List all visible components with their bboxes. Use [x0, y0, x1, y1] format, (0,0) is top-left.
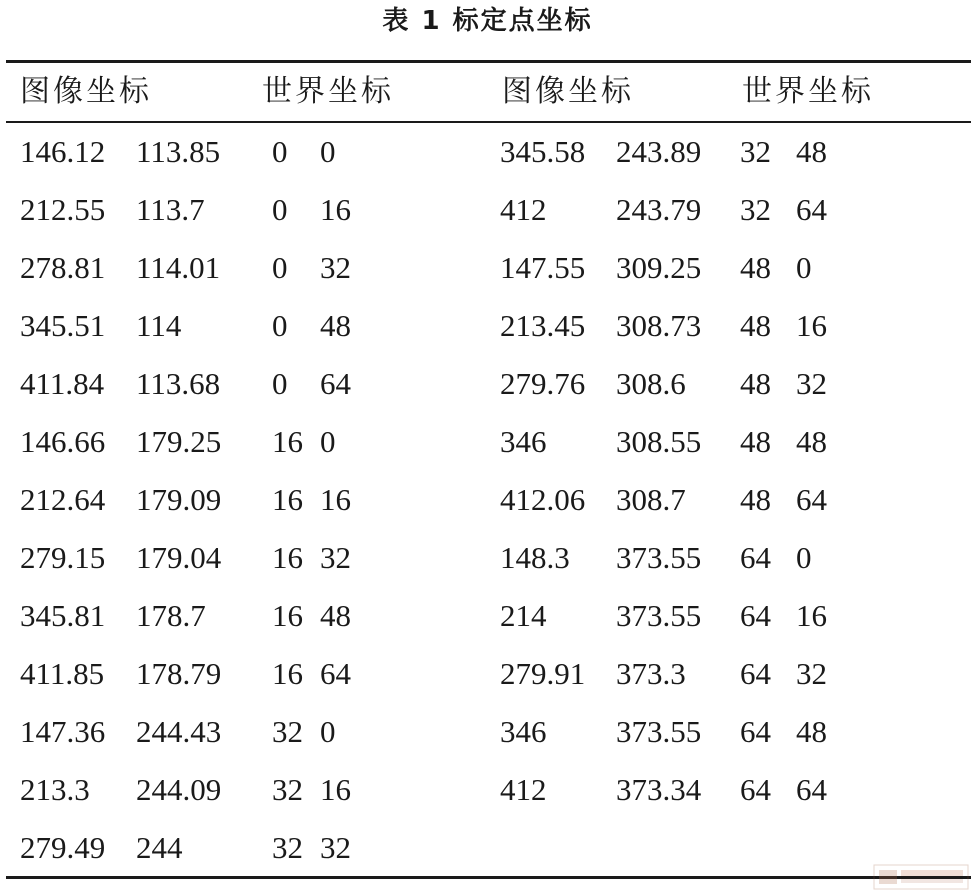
- left-image-y-cell: 178.79: [136, 656, 222, 691]
- right-world-y-cell: 64: [796, 482, 827, 517]
- left-image-y-cell: 244.09: [136, 772, 222, 807]
- table-row: [0, 529, 975, 587]
- right-image-x-cell: 214: [500, 598, 547, 633]
- left-world-x-cell: 16: [272, 424, 303, 459]
- right-image-y-cell: 308.73: [616, 308, 702, 343]
- left-world-y-cell: 64: [320, 656, 351, 691]
- right-image-x-cell: 346: [500, 714, 547, 749]
- left-world-y-cell: 16: [320, 482, 351, 517]
- right-image-x-cell: 346: [500, 424, 547, 459]
- right-world-y-cell: 64: [796, 772, 827, 807]
- right-world-x-cell: 64: [740, 598, 771, 633]
- right-world-y-cell: 0: [796, 250, 812, 285]
- right-world-y-cell: 64: [796, 192, 827, 227]
- left-world-x-cell: 16: [272, 656, 303, 691]
- left-image-x-cell: 411.85: [20, 656, 105, 691]
- right-image-y-cell: 309.25: [616, 250, 702, 285]
- table-row: [0, 181, 975, 239]
- right-world-y-cell: 32: [796, 366, 827, 401]
- table-row: [0, 587, 975, 645]
- right-image-x-cell: 412.06: [500, 482, 586, 517]
- right-world-x-cell: 48: [740, 250, 771, 285]
- right-image-x-cell: 412: [500, 192, 547, 227]
- left-image-y-cell: 113.85: [136, 134, 221, 169]
- right-world-x-cell: 48: [740, 482, 771, 517]
- right-world-y-cell: 0: [796, 540, 812, 575]
- table-row: [0, 413, 975, 471]
- right-world-y-cell: 16: [796, 308, 827, 343]
- right-world-x-cell: 64: [740, 714, 771, 749]
- table-row: [0, 703, 975, 761]
- left-world-y-cell: 0: [320, 134, 336, 169]
- table-row: [0, 123, 975, 181]
- left-image-y-cell: 244.43: [136, 714, 222, 749]
- right-world-x-cell: 64: [740, 656, 771, 691]
- left-image-x-cell: 146.12: [20, 134, 106, 169]
- right-world-x-cell: 64: [740, 772, 771, 807]
- left-world-y-cell: 32: [320, 540, 351, 575]
- left-world-x-cell: 0: [272, 250, 288, 285]
- right-image-y-cell: 243.89: [616, 134, 702, 169]
- left-world-x-cell: 0: [272, 134, 288, 169]
- right-image-y-cell: 373.55: [616, 598, 702, 633]
- left-world-y-cell: 32: [320, 830, 351, 865]
- header-image-coords-right: 图像坐标: [502, 74, 634, 109]
- left-image-x-cell: 411.84: [20, 366, 105, 401]
- right-world-y-cell: 48: [796, 714, 827, 749]
- left-image-x-cell: 279.15: [20, 540, 106, 575]
- left-world-x-cell: 0: [272, 308, 288, 343]
- right-image-x-cell: 279.91: [500, 656, 586, 691]
- right-image-y-cell: 373.34: [616, 772, 702, 807]
- left-image-y-cell: 114: [136, 308, 182, 343]
- right-image-y-cell: 373.55: [616, 714, 702, 749]
- left-image-y-cell: 113.7: [136, 192, 205, 227]
- right-image-x-cell: 213.45: [500, 308, 586, 343]
- table-row: [0, 761, 975, 819]
- header-world-coords-left: 世界坐标: [262, 74, 394, 109]
- left-world-y-cell: 16: [320, 192, 351, 227]
- left-world-y-cell: 48: [320, 598, 351, 633]
- left-image-x-cell: 345.81: [20, 598, 106, 633]
- left-image-x-cell: 279.49: [20, 830, 106, 865]
- left-world-x-cell: 32: [272, 830, 303, 865]
- left-world-x-cell: 0: [272, 192, 288, 227]
- left-image-y-cell: 178.7: [136, 598, 206, 633]
- left-image-x-cell: 146.66: [20, 424, 106, 459]
- left-world-x-cell: 32: [272, 772, 303, 807]
- right-world-x-cell: 64: [740, 540, 771, 575]
- left-world-y-cell: 64: [320, 366, 351, 401]
- right-world-x-cell: 48: [740, 366, 771, 401]
- left-world-x-cell: 16: [272, 540, 303, 575]
- left-world-y-cell: 0: [320, 714, 336, 749]
- right-image-y-cell: 308.55: [616, 424, 702, 459]
- left-world-x-cell: 32: [272, 714, 303, 749]
- left-world-y-cell: 0: [320, 424, 336, 459]
- watermark-logo-icon: [873, 864, 969, 890]
- left-image-y-cell: 114.01: [136, 250, 221, 285]
- left-image-x-cell: 278.81: [20, 250, 106, 285]
- right-world-x-cell: 32: [740, 134, 771, 169]
- right-image-x-cell: 279.76: [500, 366, 586, 401]
- bottom-rule: [6, 876, 971, 879]
- left-image-x-cell: 212.55: [20, 192, 106, 227]
- right-image-y-cell: 308.6: [616, 366, 686, 401]
- table-row: [0, 239, 975, 297]
- left-image-x-cell: 147.36: [20, 714, 106, 749]
- left-image-y-cell: 113.68: [136, 366, 221, 401]
- right-world-y-cell: 32: [796, 656, 827, 691]
- table-row: [0, 297, 975, 355]
- header-world-coords-right: 世界坐标: [742, 74, 874, 109]
- table-row: [0, 355, 975, 413]
- right-world-x-cell: 32: [740, 192, 771, 227]
- left-world-x-cell: 16: [272, 482, 303, 517]
- left-image-x-cell: 345.51: [20, 308, 106, 343]
- table-row: [0, 645, 975, 703]
- left-image-y-cell: 179.09: [136, 482, 222, 517]
- left-image-y-cell: 179.04: [136, 540, 222, 575]
- right-image-x-cell: 412: [500, 772, 547, 807]
- header-image-coords-left: 图像坐标: [20, 74, 152, 109]
- table-row: [0, 471, 975, 529]
- left-image-y-cell: 179.25: [136, 424, 222, 459]
- right-image-x-cell: 345.58: [500, 134, 586, 169]
- left-world-x-cell: 0: [272, 366, 288, 401]
- left-image-x-cell: 212.64: [20, 482, 106, 517]
- right-world-y-cell: 16: [796, 598, 827, 633]
- left-world-y-cell: 32: [320, 250, 351, 285]
- right-image-x-cell: 147.55: [500, 250, 586, 285]
- right-image-y-cell: 243.79: [616, 192, 702, 227]
- table-row: [0, 819, 975, 877]
- left-world-y-cell: 48: [320, 308, 351, 343]
- right-image-y-cell: 373.55: [616, 540, 702, 575]
- left-world-x-cell: 16: [272, 598, 303, 633]
- top-rule: [6, 60, 971, 63]
- table-title: 表 1 标定点坐标: [382, 6, 593, 36]
- right-image-y-cell: 308.7: [616, 482, 686, 517]
- right-world-y-cell: 48: [796, 134, 827, 169]
- right-image-y-cell: 373.3: [616, 656, 686, 691]
- right-image-x-cell: 148.3: [500, 540, 570, 575]
- left-world-y-cell: 16: [320, 772, 351, 807]
- right-world-y-cell: 48: [796, 424, 827, 459]
- right-world-x-cell: 48: [740, 308, 771, 343]
- right-world-x-cell: 48: [740, 424, 771, 459]
- left-image-x-cell: 213.3: [20, 772, 90, 807]
- left-image-y-cell: 244: [136, 830, 183, 865]
